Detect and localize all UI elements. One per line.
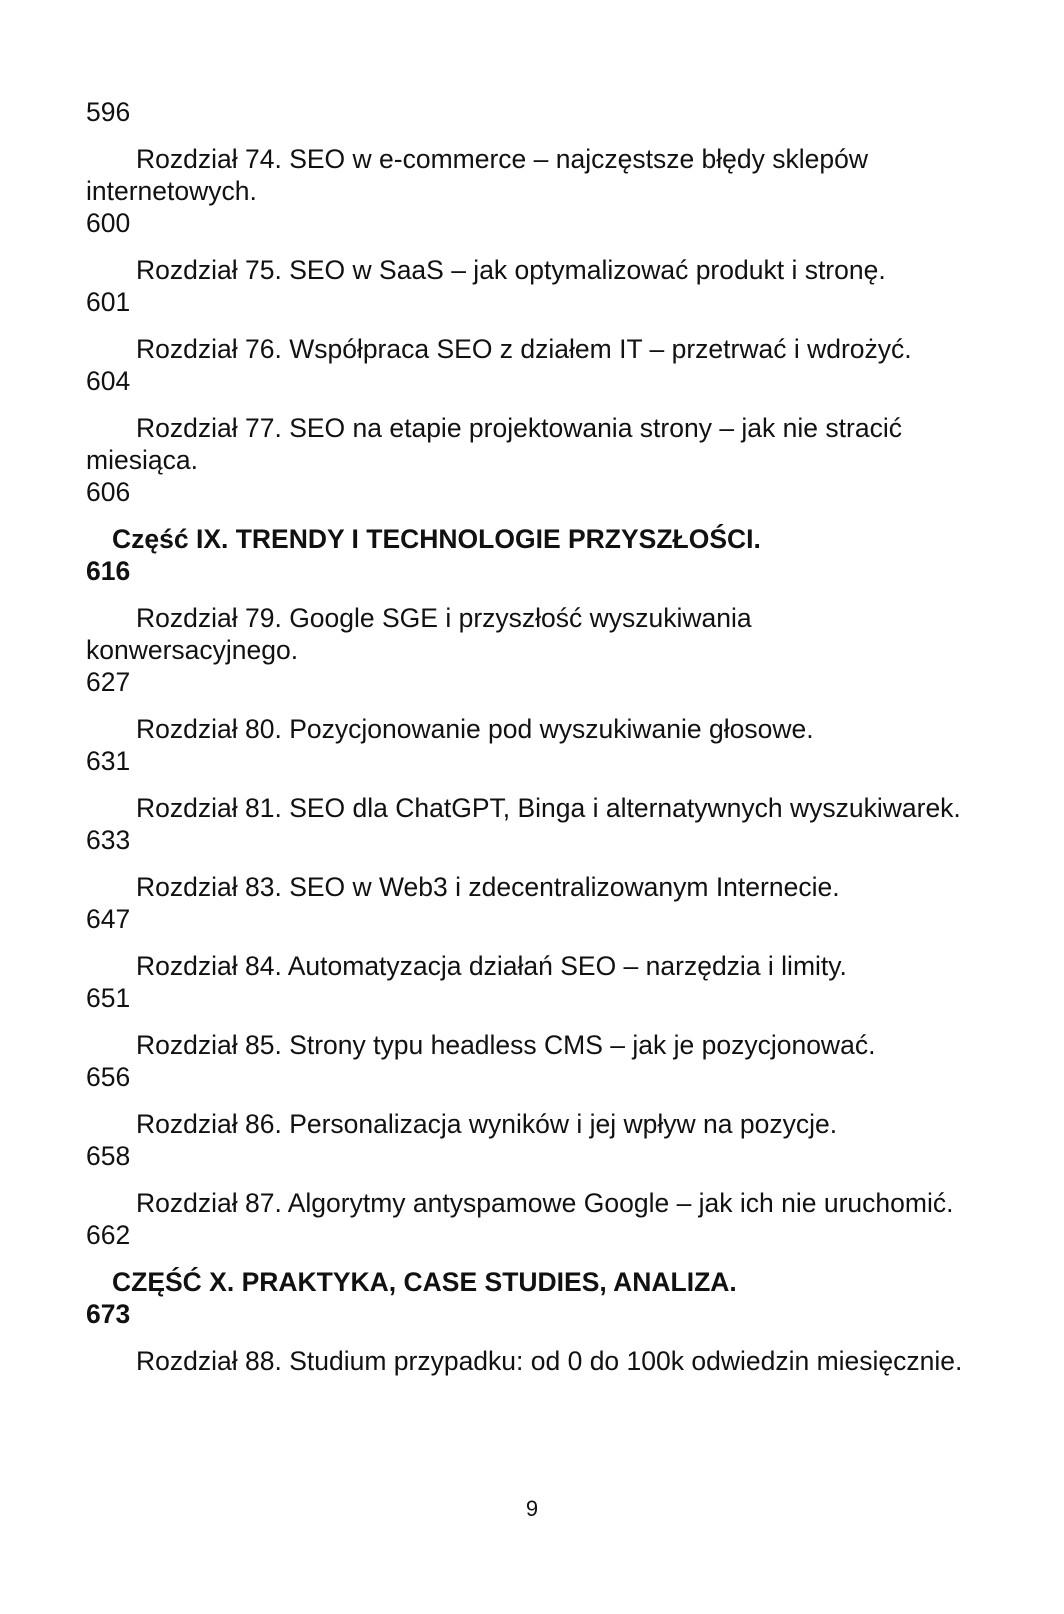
toc-entry-chapter-85 xyxy=(86,1029,966,1093)
leading-page-number: 596 xyxy=(86,97,131,127)
toc-entry-page: 627 xyxy=(86,667,131,697)
toc-part-page: 673 xyxy=(86,1299,131,1329)
toc-entry-chapter-79 xyxy=(86,602,966,698)
toc-entry-page: 600 xyxy=(86,208,131,238)
toc-entry-page: 633 xyxy=(86,825,131,855)
toc-entry-page: 601 xyxy=(86,287,131,317)
toc-part-title: Część IX. TRENDY I TECHNOLOGIE PRZYSZŁOŚCI. xyxy=(112,524,761,554)
toc-entry-chapter-75 xyxy=(86,254,966,318)
toc-entry-title: Rozdział 87. Algorytmy antyspamowe Google – jak ich nie uruchomić. xyxy=(136,1188,954,1218)
toc-entry-page: 651 xyxy=(86,983,131,1013)
toc-entry-part-ix xyxy=(86,523,966,587)
toc-part-page: 616 xyxy=(86,556,131,586)
toc-entry-chapter-80 xyxy=(86,713,966,777)
toc-entry-chapter-81 xyxy=(86,792,966,856)
toc-entry-page: 631 xyxy=(86,746,131,776)
toc-entry-title: Rozdział 76. Współpraca SEO z działem IT – przetrwać i wdrożyć. xyxy=(136,334,912,364)
toc-entry-chapter-74 xyxy=(86,143,966,239)
toc-entry-part-x xyxy=(86,1266,966,1330)
toc-entry-title: Rozdział 74. SEO w e-commerce – najczęstsze błędy sklepów internetowych. xyxy=(86,144,868,206)
toc-entry-title: Rozdział 88. Studium przypadku: od 0 do 100k odwiedzin miesięcznie. xyxy=(136,1346,963,1376)
page-number-footer: 9 xyxy=(525,1496,539,1521)
toc-entry-page: 606 xyxy=(86,477,131,507)
toc-entry-chapter-87 xyxy=(86,1187,966,1251)
toc-entry-title: Rozdział 79. Google SGE i przyszłość wyszukiwania konwersacyjnego. xyxy=(86,603,752,665)
toc-entry-page: 662 xyxy=(86,1220,131,1250)
toc-entry-title: Rozdział 80. Pozycjonowanie pod wyszukiwanie głosowe. xyxy=(136,714,814,744)
toc-entry-title: Rozdział 84. Automatyzacja działań SEO – narzędzia i limity. xyxy=(136,951,847,981)
toc-entry-page: 604 xyxy=(86,366,131,396)
toc-entry-title: Rozdział 81. SEO dla ChatGPT, Binga i alternatywnych wyszukiwarek. xyxy=(136,793,961,823)
toc-entry-chapter-83 xyxy=(86,871,966,935)
toc-entry-page: 647 xyxy=(86,904,131,934)
toc-entry-chapter-86 xyxy=(86,1108,966,1172)
toc-entry-page: 658 xyxy=(86,1141,131,1171)
table-of-contents xyxy=(86,96,966,1392)
toc-entry-page: 656 xyxy=(86,1062,131,1092)
toc-entry-chapter-77 xyxy=(86,412,966,508)
toc-entry-title: Rozdział 77. SEO na etapie projektowania strony – jak nie stracić miesiąca. xyxy=(86,413,902,475)
toc-entry-title: Rozdział 83. SEO w Web3 i zdecentralizowanym Internecie. xyxy=(136,872,840,902)
toc-entry-title: Rozdział 75. SEO w SaaS – jak optymalizować produkt i stronę. xyxy=(136,255,886,285)
toc-entry-chapter-88 xyxy=(86,1345,966,1377)
toc-entry-title: Rozdział 85. Strony typu headless CMS – jak je pozycjonować. xyxy=(136,1030,876,1060)
toc-entry-chapter-84 xyxy=(86,950,966,1014)
toc-entry-chapter-76 xyxy=(86,333,966,397)
toc-part-title: CZĘŚĆ X. PRAKTYKA, CASE STUDIES, ANALIZA. xyxy=(112,1267,737,1297)
toc-entry-title: Rozdział 86. Personalizacja wyników i jej wpływ na pozycje. xyxy=(136,1109,838,1139)
